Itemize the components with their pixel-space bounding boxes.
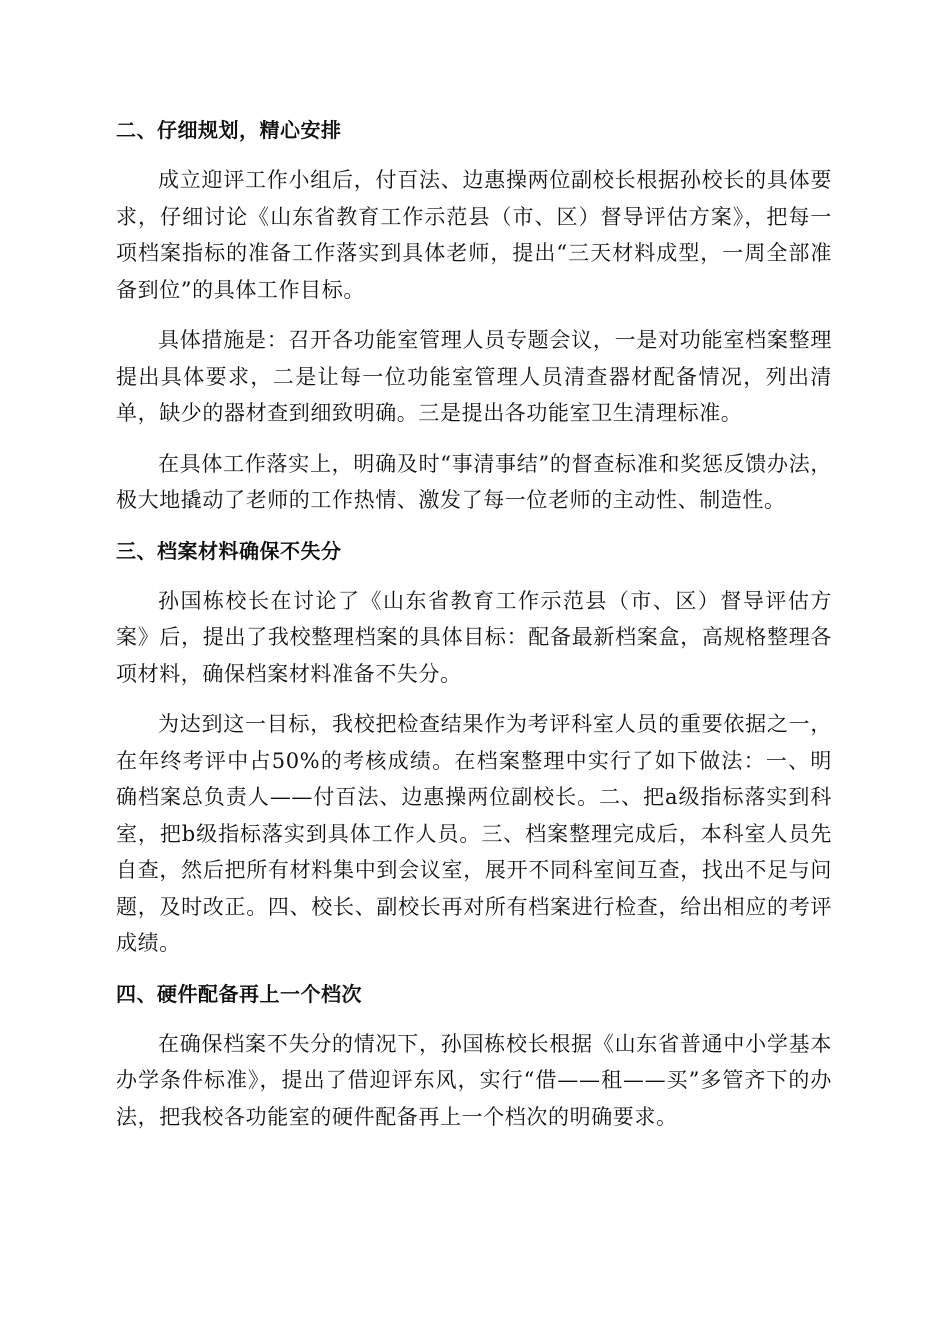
section-heading-4: 四、硬件配备再上一个档次	[116, 981, 362, 1006]
section-3-paragraph-2: 为达到这一目标，我校把检查结果作为考评科室人员的重要依据之一，在年终考评中占50%的考核成绩。在档案整理中实行了如下做法：一、明确档案总负责人——付百法、边惠操两位副校长。二、把a级指标落实到科室，把b级指标落实到具体工作人员。三、档案整理完成后，本科室人员先自查，然后把所有材料集中到会议室，展开不同科室间互查，找出不足与问题，及时改正。四、校长、副校长再对所有档案进行检查，给出相应的考评成绩。	[116, 712, 832, 955]
section-2-paragraph-2: 具体措施是：召开各功能室管理人员专题会议，一是对功能室档案整理提出具体要求，二是让每一位功能室管理人员清查器材配备情况，列出清单，缺少的器材查到细致明确。三是提出各功能室卫生清理标准。	[116, 328, 832, 425]
section-3-paragraph-1: 孙国栋校长在讨论了《山东省教育工作示范县（市、区）督导评估方案》后，提出了我校整理档案的具体目标：配备最新档案盒，高规格整理各项材料，确保档案材料准备不失分。	[116, 588, 832, 686]
document-page	[116, 112, 832, 1149]
section-heading-3: 三、档案材料确保不失分	[116, 538, 342, 563]
section-2-paragraph-3: 在具体工作落实上，明确及时“事清事结”的督查标准和奖惩反馈办法，极大地撬动了老师的工作热情、激发了每一位老师的主动性、制造性。	[116, 451, 832, 512]
section-4-paragraph-1: 在确保档案不失分的情况下，孙国栋校长根据《山东省普通中小学基本办学条件标准》，提出了借迎评东风，实行“借——租——买”多管齐下的办法，把我校各功能室的硬件配备再上一个档次的明确要求。	[116, 1031, 832, 1129]
section-2-paragraph-1: 成立迎评工作小组后，付百法、边惠操两位副校长根据孙校长的具体要求，仔细讨论《山东省教育工作示范县（市、区）督导评估方案》，把每一项档案指标的准备工作落实到具体老师，提出“三天材料成型，一周全部准备到位”的具体工作目标。	[116, 168, 832, 302]
section-heading-2: 二、仔细规划，精心安排	[116, 118, 342, 142]
